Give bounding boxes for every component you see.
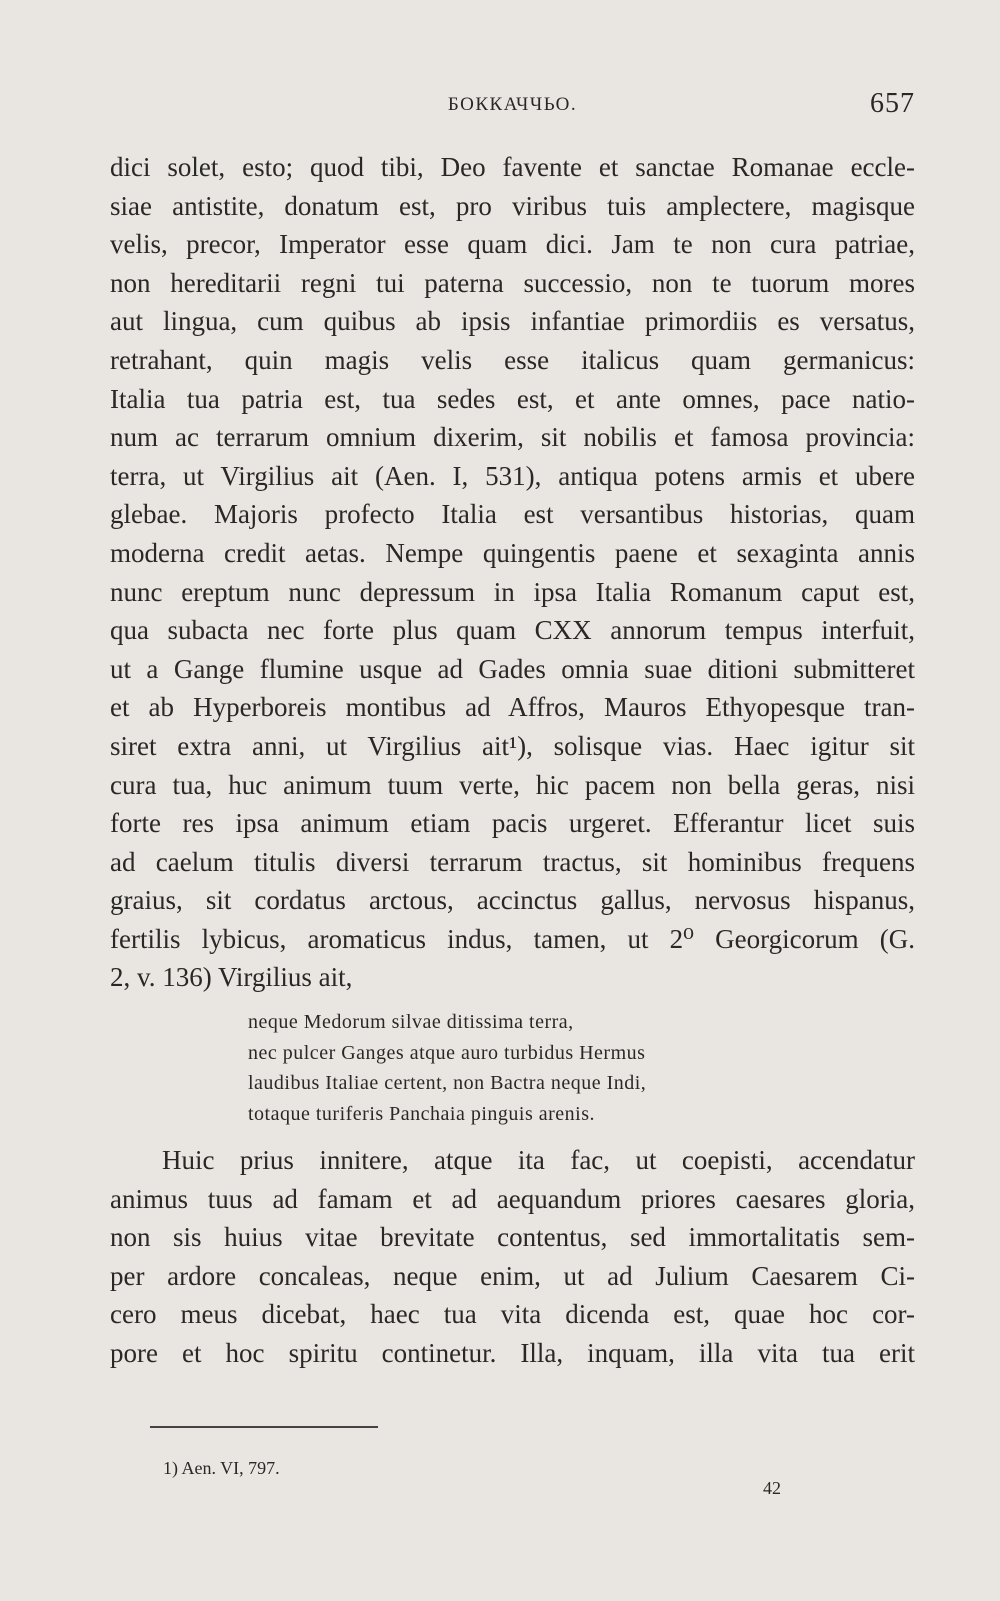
text-line: Italia tua patria est, tua sedes est, et ante omnes, pace natio- (110, 383, 915, 414)
page-number: 657 (870, 88, 915, 119)
text-line: ut a Gange flumine usque ad Gades omnia suae ditioni submitteret (110, 653, 915, 684)
text-line: Huic prius innitere, atque ita fac, ut coepisti, accendatur (162, 1145, 915, 1176)
text-line: totaque turiferis Panchaia pinguis arenis. (248, 1102, 596, 1125)
text-line: nunc ereptum nunc depressum in ipsa Italia Romanum caput est, (110, 576, 915, 607)
running-title: БОККАЧЧЬО. (447, 94, 578, 115)
footnote-rule (150, 1426, 378, 1428)
verse-quotation (248, 1007, 915, 1129)
text-line: terra, ut Virgilius ait (Aen. I, 531), antiqua potens armis et ubere (110, 460, 915, 491)
text-line: qua subacta nec forte plus quam CXX annorum tempus interfuit, (110, 615, 915, 646)
text-line: dici solet, esto; quod tibi, Deo favente et sanctae Romanae eccle- (110, 152, 915, 182)
text-line: neque Medorum silvae ditissima terra, (248, 1011, 574, 1034)
text-line: siae antistite, donatum est, pro viribus tuis amplectere, magisque (110, 190, 915, 221)
text-line: animus tuus ad famam et ad aequandum priores caesares gloria, (110, 1183, 915, 1214)
text-line: siret extra anni, ut Virgilius ait¹), solisque vias. Haec igitur sit (110, 730, 915, 761)
text-line: glebae. Majoris profecto Italia est versantibus historias, quam (110, 499, 915, 530)
text-line: laudibus Italiae certent, non Bactra neque Indi, (248, 1072, 647, 1095)
paragraph-2 (110, 1141, 915, 1373)
text-line: non sis huius vitae brevitate contentus, sed immortalitatis sem- (110, 1222, 915, 1253)
text-line: moderna credit aetas. Nempe quingentis paene et sexaginta annis (110, 537, 915, 568)
text-line: ad caelum titulis diversi terrarum tractus, sit hominibus frequens (110, 846, 915, 877)
text-line: et ab Hyperboreis montibus ad Affros, Mauros Ethyopesque tran- (110, 692, 915, 723)
signature-mark: 42 (763, 1478, 781, 1498)
text-line: graius, sit cordatus arctous, accinctus gallus, nervosus hispanus, (110, 885, 915, 916)
footnote: 1) Aen. VI, 797. (163, 1458, 280, 1478)
text-line: per ardore concaleas, neque enim, ut ad Julium Caesarem Ci- (110, 1260, 915, 1291)
text-line: retrahant, quin magis velis esse italicus quam germanicus: (110, 344, 915, 375)
paragraph-1 (110, 148, 915, 997)
text-line: aut lingua, cum quibus ab ipsis infantiae primordiis es versatus, (110, 306, 915, 337)
text-line: velis, precor, Imperator esse quam dici. Jam te non cura patriae, (110, 229, 915, 260)
text-line: forte res ipsa animum etiam pacis urgeret. Efferantur licet suis (110, 808, 915, 839)
text-line: pore et hoc spiritu continetur. Illa, inquam, illa vita tua erit (110, 1338, 915, 1369)
text-line: 2, v. 136) Virgilius ait, (110, 962, 353, 993)
text-line: nec pulcer Ganges atque auro turbidus Hermus (248, 1041, 646, 1064)
text-line: num ac terrarum omnium dixerim, sit nobilis et famosa provincia: (110, 422, 915, 453)
running-head (110, 88, 915, 128)
text-line: non hereditarii regni tui paterna successio, non te tuorum mores (110, 267, 915, 298)
text-line: cero meus dicebat, haec tua vita dicenda est, quae hoc cor- (110, 1299, 915, 1330)
body-text (110, 148, 915, 1373)
text-line: cura tua, huc animum tuum verte, hic pacem non bella geras, nisi (110, 769, 915, 800)
text-line: fertilis lybicus, aromaticus indus, tamen, ut 2⁰ Georgicorum (G. (110, 923, 915, 954)
